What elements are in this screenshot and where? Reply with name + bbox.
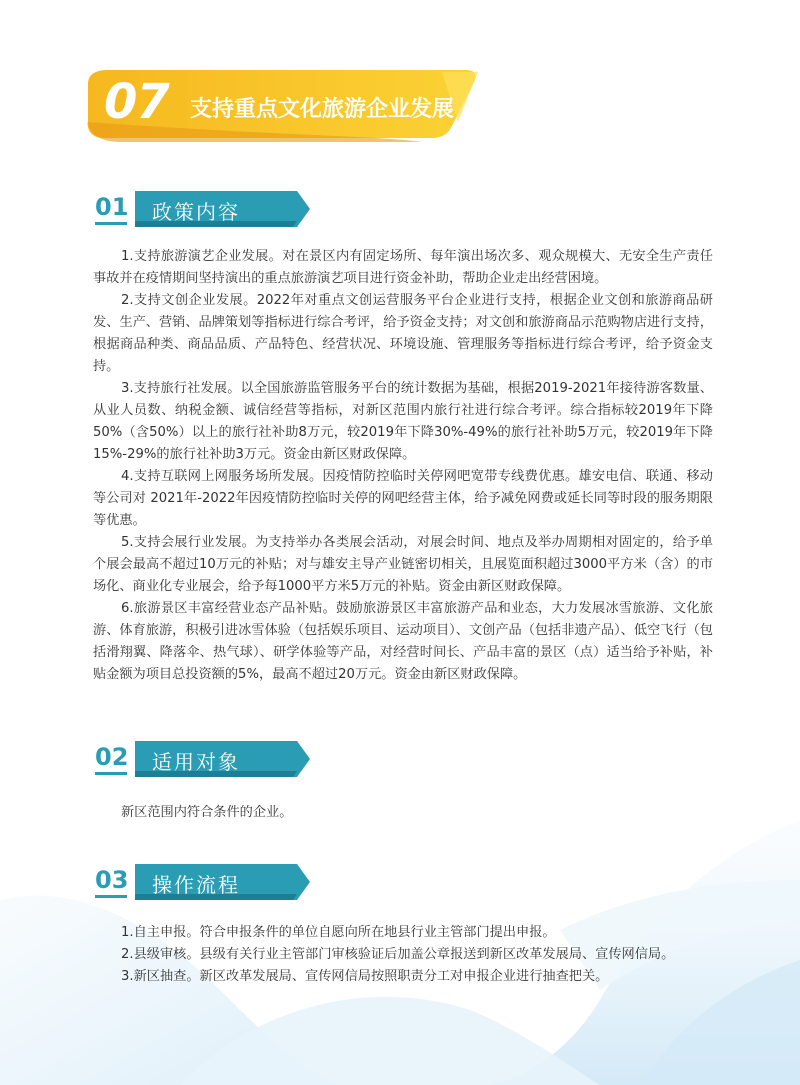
procedure-step-2: 2.县级审核。县级有关行业主管部门审核验证后加盖公章报送到新区改革发展局、宣传网信局。 — [121, 947, 675, 962]
chapter-number: 07 — [104, 74, 169, 130]
section-underline — [95, 772, 127, 775]
policy-paragraph-6: 6.旅游景区丰富经营业态产品补贴。鼓励旅游景区丰富旅游产品和业态，大力发展冰雪旅游、文化旅游、体育旅游，积极引进冰雪体验（包括娱乐项目、运动项目）、文创产品（包括非遗产品）、低空飞行（包括滑翔翼、降落伞、热气球）、研学体验等产品，对经营时间长、产品丰富的景区（点）适当给予补贴，补贴金额为项目总投资额的5%，最高不超过20万元。资金由新区财政保障。 — [93, 601, 713, 682]
target-paragraph: 新区范围内符合条件的企业。 — [121, 805, 293, 820]
policy-paragraph-1: 1.支持旅游演艺企业发展。对在景区内有固定场所、每年演出场次多、观众规模大、无安全生产责任事故并在疫情期间坚持演出的重点旅游演艺项目进行资金补助，帮助企业走出经营困境。 — [93, 249, 713, 286]
section-number: 01 — [95, 193, 129, 221]
chapter-banner — [82, 66, 482, 142]
policy-paragraph-2: 2.支持文创企业发展。2022年对重点文创运营服务平台企业进行支持，根据企业文创和旅游商品研发、生产、营销、品牌策划等指标进行综合考评，给予资金支持；对文创和旅游商品示范购物店进行支持，根据商品种类、商品品质、产品特色、经营状况、环境设施、管理服务等指标进行综合考评，给予资金支持。 — [93, 293, 713, 374]
procedure-step-1: 1.自主申报。符合申报条件的单位自愿向所在地县行业主管部门提出申报。 — [121, 925, 556, 940]
chapter-title: 支持重点文化旅游企业发展 — [190, 97, 455, 122]
policy-paragraph-4: 4.支持互联网上网服务场所发展。因疫情防控临时关停网吧宽带专线费优惠。雄安电信、联通、移动等公司对 2021年-2022年因疫情防控临时关停的网吧经营主体，给予减免网费或延长同等时段的服务期限等优惠。 — [93, 469, 713, 528]
policy-paragraph-5: 5.支持会展行业发展。为支持举办各类展会活动，对展会时间、地点及举办周期相对固定的，给予单个展会最高不超过10万元的补贴；对与雄安主导产业链密切相关，且展览面积超过3000平方米（含）的市场化、商业化专业展会，给予每1000平方米5万元的补贴。资金由新区财政保障。 — [93, 535, 713, 594]
policy-content-text — [93, 246, 713, 686]
section-number: 02 — [95, 743, 129, 771]
procedure-step-3: 3.新区抽查。新区改革发展局、宣传网信局按照职责分工对申报企业进行抽查把关。 — [121, 969, 609, 984]
policy-paragraph-3: 3.支持旅行社发展。以全国旅游监管服务平台的统计数据为基础，根据2019-2021年接待游客数量、从业人员数、纳税金额、诚信经营等指标，对新区范围内旅行社进行综合考评。综合指标较2019年下降50%（含50%）以上的旅行社补助8万元，较2019年下降30%-49%的旅行社补助5万元，较2019年下降15%-29%的旅行社补助3万元。资金由新区财政保障。 — [93, 381, 713, 462]
section-underline — [95, 895, 127, 898]
procedure-content-text — [93, 922, 713, 988]
section-title: 适用对象 — [152, 750, 240, 774]
section-header-procedure — [95, 864, 310, 900]
section-underline — [95, 222, 127, 225]
section-title: 操作流程 — [152, 873, 240, 897]
section-title: 政策内容 — [152, 200, 240, 224]
section-header-target — [95, 741, 310, 777]
section-number: 03 — [95, 866, 129, 894]
target-content-text — [93, 802, 713, 824]
section-header-policy — [95, 191, 310, 227]
